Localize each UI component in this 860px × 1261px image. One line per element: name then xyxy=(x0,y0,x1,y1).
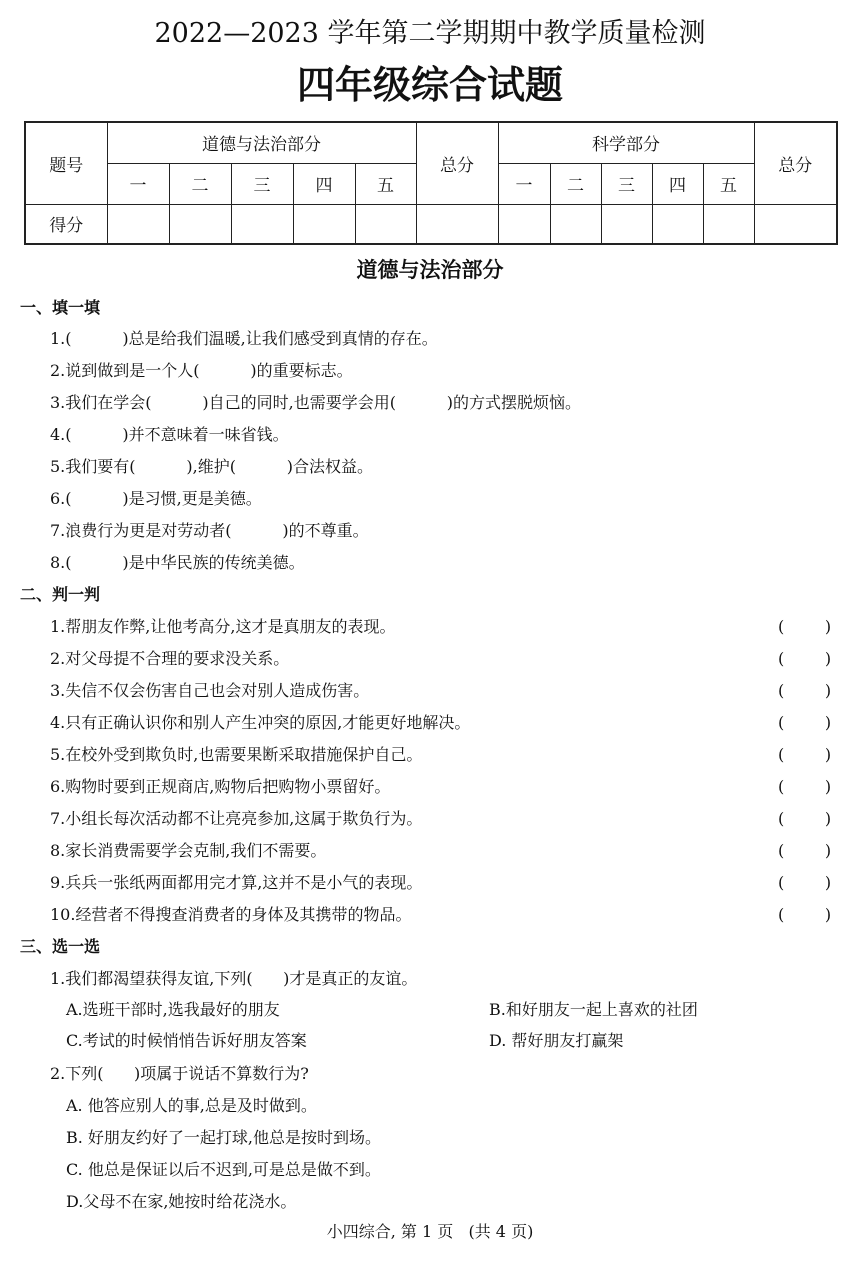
moral-col-2: 二 xyxy=(169,163,231,204)
science-col-5: 五 xyxy=(703,163,754,204)
moral-col-1: 一 xyxy=(107,163,169,204)
judge-item: 10.经营者不得搜查消费者的身体及其携带的物品。 xyxy=(50,905,412,924)
judge-item: 3.失信不仅会伤害自己也会对别人造成伤害。 xyxy=(50,681,370,700)
score-cell xyxy=(169,204,231,244)
score-cell xyxy=(754,204,837,244)
moral-col-4: 四 xyxy=(293,163,355,204)
fill-item: 3.我们在学会( )自己的同时,也需要学会用( )的方式摆脱烦恼。 xyxy=(50,393,582,412)
science-col-2: 二 xyxy=(550,163,601,204)
header-moral-total: 总分 xyxy=(416,122,498,204)
answer-paren: ( ) xyxy=(778,745,832,764)
science-col-4: 四 xyxy=(652,163,703,204)
judge-item: 5.在校外受到欺负时,也需要果断采取措施保护自己。 xyxy=(50,745,423,764)
score-cell xyxy=(652,204,703,244)
answer-paren: ( ) xyxy=(778,649,832,668)
fill-item: 1.( )总是给我们温暖,让我们感受到真情的存在。 xyxy=(50,329,438,348)
fill-item: 2.说到做到是一个人( )的重要标志。 xyxy=(50,361,353,380)
header-science-total: 总分 xyxy=(754,122,837,204)
score-table xyxy=(24,121,838,245)
answer-paren: ( ) xyxy=(778,905,832,924)
header-moral-group: 道德与法治部分 xyxy=(107,122,416,163)
q1-option-b: B.和好朋友一起上喜欢的社团 xyxy=(489,1000,698,1019)
fill-item: 7.浪费行为更是对劳动者( )的不尊重。 xyxy=(50,521,369,540)
answer-paren: ( ) xyxy=(778,681,832,700)
score-row-label: 得分 xyxy=(25,204,107,244)
q1-option-d: D. 帮好朋友打赢架 xyxy=(489,1031,624,1050)
score-cell xyxy=(231,204,293,244)
q2-option-c: C. 他总是保证以后不迟到,可是总是做不到。 xyxy=(66,1160,381,1179)
answer-paren: ( ) xyxy=(778,873,832,892)
moral-col-3: 三 xyxy=(231,163,293,204)
score-cell xyxy=(498,204,550,244)
judge-item: 1.帮朋友作弊,让他考高分,这才是真朋友的表现。 xyxy=(50,617,396,636)
answer-paren: ( ) xyxy=(778,841,832,860)
answer-paren: ( ) xyxy=(778,713,832,732)
score-cell xyxy=(355,204,416,244)
q1-option-c: C.考试的时候悄悄告诉好朋友答案 xyxy=(66,1031,307,1050)
page-footer: 小四综合, 第 1 页 (共 4 页) xyxy=(326,1222,534,1241)
answer-paren: ( ) xyxy=(778,809,832,828)
science-col-1: 一 xyxy=(498,163,550,204)
score-cell xyxy=(107,204,169,244)
judge-item: 9.兵兵一张纸两面都用完才算,这并不是小气的表现。 xyxy=(50,873,423,892)
choice-question-2: 2.下列( )项属于说话不算数行为? xyxy=(50,1064,309,1083)
fill-item: 8.( )是中华民族的传统美德。 xyxy=(50,553,305,572)
score-cell xyxy=(703,204,754,244)
score-cell xyxy=(550,204,601,244)
science-col-3: 三 xyxy=(601,163,652,204)
choice-question-1: 1.我们都渴望获得友谊,下列( )才是真正的友谊。 xyxy=(50,969,418,988)
fill-item: 5.我们要有( ),维护( )合法权益。 xyxy=(50,457,374,476)
part1-heading: 一、填一填 xyxy=(20,298,101,317)
header-question-number: 题号 xyxy=(25,122,107,204)
q2-option-d: D.父母不在家,她按时给花浇水。 xyxy=(66,1192,297,1211)
moral-col-5: 五 xyxy=(355,163,416,204)
q1-option-a: A.选班干部时,选我最好的朋友 xyxy=(66,1000,280,1019)
section-title: 道德与法治部分 xyxy=(356,258,504,282)
score-cell xyxy=(293,204,355,244)
score-cell xyxy=(416,204,498,244)
fill-item: 4.( )并不意味着一味省钱。 xyxy=(50,425,289,444)
q2-option-b: B. 好朋友约好了一起打球,他总是按时到场。 xyxy=(66,1128,382,1147)
judge-item: 8.家长消费需要学会克制,我们不需要。 xyxy=(50,841,327,860)
answer-paren: ( ) xyxy=(778,777,832,796)
judge-item: 6.购物时要到正规商店,购物后把购物小票留好。 xyxy=(50,777,391,796)
exam-title: 2022—2023 学年第二学期期中教学质量检测 xyxy=(154,18,706,49)
answer-paren: ( ) xyxy=(778,617,832,636)
q2-option-a: A. 他答应别人的事,总是及时做到。 xyxy=(66,1096,317,1115)
score-cell xyxy=(601,204,652,244)
judge-item: 4.只有正确认识你和别人产生冲突的原因,才能更好地解决。 xyxy=(50,713,471,732)
judge-item: 7.小组长每次活动都不让亮亮参加,这属于欺负行为。 xyxy=(50,809,423,828)
fill-item: 6.( )是习惯,更是美德。 xyxy=(50,489,262,508)
part3-heading: 三、选一选 xyxy=(20,937,101,956)
part2-heading: 二、判一判 xyxy=(20,585,101,604)
judge-item: 2.对父母提不合理的要求没关系。 xyxy=(50,649,290,668)
header-science-group: 科学部分 xyxy=(498,122,754,163)
exam-subtitle: 四年级综合试题 xyxy=(296,63,563,107)
